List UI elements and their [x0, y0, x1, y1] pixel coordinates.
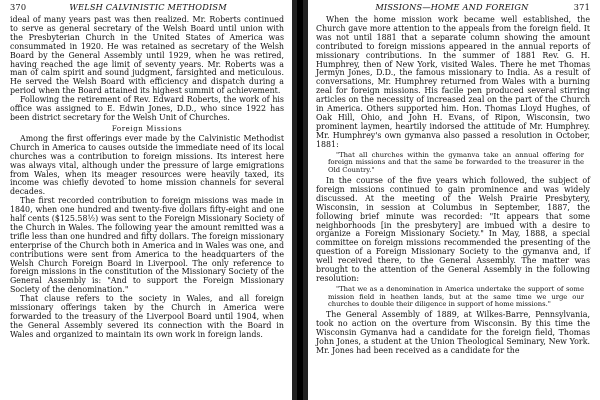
page-number: 371 [573, 2, 590, 12]
book-gutter [292, 0, 308, 400]
paragraph: In the course of the five years which followed, the subject of foreign missions continued to gain prominence and was widely discussed. At the meeting of the Welsh Prairie Presbytery, Wisconsin, in session at Columbus in September, 1887, the following brief minute was recorded: "It appears that some neighborhoods [in the presbytery] are imbued with a desire to organize a Foreign Missionary Society." In May, 1888, a special committee on foreign missions recommended the presenting of the question of a Foreign Missionary Society to the gymanva and, if well received there, to the General Assembly. The matter was brought to the attention of the General Assembly in the following resolution: [316, 175, 590, 283]
section-heading: Foreign Missions [111, 124, 183, 133]
running-title: WELSH CALVINISTIC METHODISM [69, 2, 227, 12]
paragraph: The first recorded contribution to foreign missions was made in 1840, when one hundred and twenty-five dollars fifty-eight and one half cents ($125.58½) was sent to the Foreign Missionary Society of the Church in Wales. The following year the amount remitted was a trifle less than one hundred and fifty dollars. The foreign missionary enterprise of the Church both in America and in Wales was one, and contributions were sent from America to the headquarters of the Welsh Church Foreign Board in Liverpool. The only reference to foreign missions in the constitution of the Missionary Society of the General Assembly is: "And to support the Foreign Missionary Society of the denomination." [10, 196, 284, 295]
running-title: MISSIONS—HOME AND FOREIGN [375, 2, 529, 12]
right-page-header [316, 2, 590, 13]
right-page [308, 0, 600, 400]
paragraph: The General Assembly of 1889, at Wilkes-Barre, Pennsylvania, took no action on the overture from Wisconsin. By this time the Wisconsin Gymanva had a candidate for the foreign field, Thomas John Jones, a student at the Union Theological Seminary, New York. Mr. Jones had been received as a candidate for the [316, 310, 590, 355]
block-quote: "That we as a denomination in America undertake the support of some mission field in heathen lands, but at the same time we urge our churches to double their diligence in support of home missions." [328, 284, 584, 309]
paragraph: Among the first offerings ever made by the Calvinistic Methodist Church in America to causes outside the immediate need of its local churches was a contribution to foreign missions. Its interest here was always vital, although under the pressure of large emigrations from Wales, when its meager resources were heavily taxed, its income was chiefly devoted to home mission channels for several decades. [10, 133, 284, 197]
paragraph: That clause refers to the society in Wales, and all foreign missionary offerings taken by the Church in America were forwarded to the treasury of the Liverpool Board until 1904, when the General Assembly severed its connection with the Board in Wales and organized to maintain its own work in foreign lands. [10, 294, 284, 339]
left-page [0, 0, 292, 400]
paragraph: When the home mission work became well established, the Church gave more attention to the appeals from the foreign field. It was not until 1881 that a separate column showing the amount contributed to foreign missions appeared in the annual reports of missionary contributions. In the summer of 1881 Rev. G. H. Humphrey, then of New York, visited Wales. There he met Thomas Jermyn Jones, D.D., the famous missionary to India. As a result of conversations, Mr. Humphrey returned from Wales with a burning zeal for foreign missions. His facile pen produced several stirring articles on the necessity of increased zeal on the part of the Church in America. Others supported him. Hon. Thomas Lloyd Hughes, of Oak Hill, Ohio, and John H. Evans, of Ripon, Wisconsin, two prominent laymen, heartily indorsed the attitude of Mr. Humphrey. Mr. Humphrey's own gymanva also passed a resolution in October, 1881: [316, 15, 590, 149]
block-quote: "That all churches within the gymanva take an annual offering for foreign missions and that the same be forwarded to the treasurer in the Old Country." [328, 150, 584, 175]
page-number: 370 [10, 2, 27, 12]
left-page-header [10, 2, 284, 13]
paragraph: Following the retirement of Rev. Edward Roberts, the work of his office was assigned to E. Edwin Jones, D.D., who since 1922 has been district secretary for the Welsh Unit of Churches. [10, 95, 284, 122]
paragraph: ideal of many years past was then realized. Mr. Roberts continued to serve as general secretary of the Welsh Board until union with the Presbyterian Church in the United States of America was consummated in 1920. He was retained as secretary of the Welsh Board by the General Assembly until 1929, when he was retired, having reached the age limit of seventy years. Mr. Roberts was a man of calm spirit and sound judgment, farsighted and meticulous. He served the Welsh Board with efficiency and dispatch during a period when the Board attained its highest summit of achievement. [10, 15, 284, 96]
